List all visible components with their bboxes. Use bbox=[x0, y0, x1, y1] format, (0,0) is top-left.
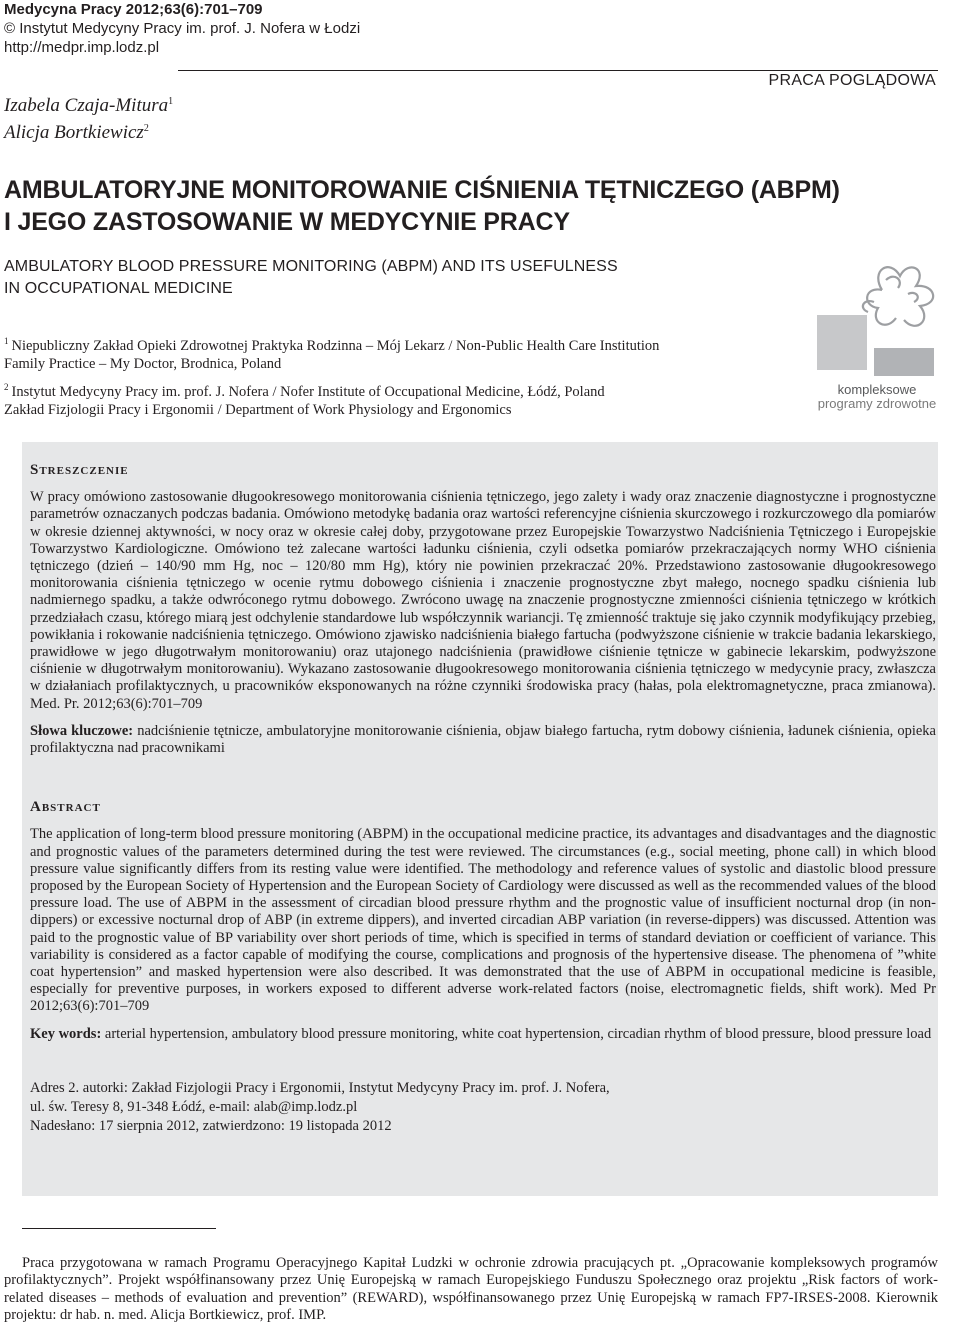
keywords-en: arterial hypertension, ambulatory blood pressure monitoring, white coat hypertension, circadian rhythm of blood pressure, blood pressure load bbox=[104, 1025, 932, 1042]
keywords-pl: nadciśnienie tętnicze, ambulatoryjne monitorowanie ciśnienia, objaw białego fartucha, rytm dobowy ciśnienia, ładunek ciśnienia, opieka profilaktyczna nad pracownikami bbox=[30, 722, 936, 757]
author-1 bbox=[4, 90, 173, 117]
keywords-label-pl: Słowa kluczowe: bbox=[30, 722, 134, 739]
masthead bbox=[4, 0, 360, 57]
abstract-heading: Abstract bbox=[30, 799, 101, 816]
submission-dates: Nadesłano: 17 sierpnia 2012, zatwierdzono: 19 listopada 2012 bbox=[30, 1117, 392, 1134]
author-name: Izabela Czaja-Mitura bbox=[4, 95, 169, 116]
keywords-label-en: Key words: bbox=[30, 1025, 102, 1042]
affiliation-1 bbox=[4, 333, 804, 373]
correspondence bbox=[30, 1079, 936, 1136]
journal-citation: Medycyna Pracy 2012;63(6):701–709 bbox=[4, 1, 263, 18]
header-rule bbox=[178, 70, 938, 71]
article-type-label: PRACA POGLĄDOWA bbox=[768, 72, 936, 89]
affiliation-2 bbox=[4, 379, 804, 419]
title-polish bbox=[4, 174, 840, 238]
author-list bbox=[4, 90, 173, 144]
footnote-rule bbox=[22, 1228, 216, 1229]
title-english bbox=[4, 256, 618, 300]
publisher-line: © Instytut Medycyny Pracy im. prof. J. Nofera w Łodzi bbox=[4, 20, 361, 37]
affiliation-line: Instytut Medycyny Pracy im. prof. J. Nofera / Nofer Institute of Occupational Medicine, Łódź, Poland bbox=[11, 384, 605, 400]
streszczenie-keywords bbox=[30, 723, 936, 757]
affiliation-line: Zakład Fizjologii Pracy i Ergonomii / Department of Work Physiology and Ergonomics bbox=[4, 401, 512, 418]
title-english-line-2: IN OCCUPATIONAL MEDICINE bbox=[4, 280, 233, 297]
author-2 bbox=[4, 117, 173, 144]
funding-footnote: Praca przygotowana w ramach Programu Operacyjnego Kapitał Ludzki w ochronie zdrowia pracujących pt. „Opracowanie kompleksowych programów profilaktycznych”. Projekt współfinansowany przez Unię Europejską w ramach Europejskiego Funduszu Społecznego oraz projektu „Risk factors of work-related diseases – methods of evaluation and prevention” (REWARD), współfinansowanego przez Unię Europejską w ramach FP7-IRSES-2008. Kierownik projektu: dr hab. n. med. Alicja Bortkiewicz, prof. IMP. bbox=[4, 1254, 938, 1323]
title-polish-line-1: AMBULATORYJNE MONITOROWANIE CIŚNIENIA TĘTNICZEGO (ABPM) bbox=[4, 176, 840, 204]
author-affil-mark: 1 bbox=[168, 96, 174, 107]
correspondence-line: ul. św. Teresy 8, 91-348 Łódź, e-mail: alab@imp.lodz.pl bbox=[30, 1098, 358, 1115]
logo-text-kompleksowe: kompleksowe bbox=[837, 382, 917, 397]
streszczenie-heading: Streszczenie bbox=[30, 462, 129, 478]
streszczenie-body: W pracy omówiono zastosowanie długookresowego monitorowania ciśnienia tętniczego, jego zalety i wady oraz znaczenie diagnostyczne i prognostyczne parametrów oznaczanych podczas badania. Omówiono metodykę badania oraz wartości referencyjne ciśnienia skurczowego i rozkurczowego dla pomiarów w okresie dziennej aktywności, w nocy oraz w okresie całej doby, przygotowane przez Europejskie Towarzystwo Nadciśnienia Tętniczego i Europejskie Towarzystwo Kardiologiczne. Omówiono też zalecane wartości ładunku ciśnienia, czyli odsetka pomiarów przekraczających normy WHO ciśnienia tętniczego (dzień – 140/90 mm Hg, noc – 120/80 mm Hg), który nie powinien przekraczać 20%. Przedstawiono zastosowanie długookresowego monitorowania ciśnienia tętniczego w ocenie rytmu dobowego ciśnienia i znaczenie prognostyczne zbyt małego, nocnego spadku ciśnienia lub nadmiernego spadku, a także odwróconego rytmu dobowego. Zwrócono uwagę na znaczenie prognostyczne zmienności ciśnienia tętniczego w krótkich przedziałach czasu, którego miarą jest odchylenie standardowe lub współczynnik wariancji. Tę zmienność traktuje się jako czynnik modyfikujący przebieg, powikłania i rokowanie nadciśnienia tętniczego. Omówiono zjawisko nadciśnienia białego fartucha (podwyższone ciśnienie w trakcie badania lekarskiego, prawidłowe w jego długotrwałym monitorowaniu) oraz utajonego nadciśnienia (prawidłowe ciśnienie tętnicze w gabinecie lekarskim, podwyższone ciśnienie w długotrwałym monitorowaniu). Wykazano zastosowanie długookresowego monitorowania ciśnienia tętniczego w medycynie pracy, zwłaszcza w działaniach profilaktycznych, u pracowników eksponowanych na różne czynniki środowiska pracy (hałas, pola elektromagnetyczne, praca zmianowa). Med. Pr. 2012;63(6):701–709 bbox=[30, 489, 936, 712]
abstract-box bbox=[22, 442, 938, 1196]
affiliations bbox=[4, 333, 804, 425]
title-polish-line-2: I JEGO ZASTOSOWANIE W MEDYCYNIE PRACY bbox=[4, 208, 570, 236]
title-english-line-1: AMBULATORY BLOOD PRESSURE MONITORING (ABPM) AND ITS USEFULNESS bbox=[4, 258, 618, 275]
affiliation-line: Niepubliczny Zakład Opieki Zdrowotnej Praktyka Rodzinna – Mój Lekarz / Non-Public Health Care Institution bbox=[11, 338, 660, 354]
affiliation-number: 1 bbox=[4, 336, 9, 346]
correspondence-line: Adres 2. autorki: Zakład Fizjologii Pracy i Ergonomii, Instytut Medycyny Pracy im. prof. J. Nofera, bbox=[30, 1079, 610, 1096]
logo-text-programy: programy zdrowotne bbox=[817, 396, 937, 411]
abstract-keywords bbox=[30, 1026, 936, 1043]
affiliation-number: 2 bbox=[4, 382, 9, 392]
author-affil-mark: 2 bbox=[143, 123, 149, 134]
abstract-box-content bbox=[30, 462, 936, 1136]
affiliation-line: Family Practice – My Doctor, Brodnica, Poland bbox=[4, 355, 282, 372]
author-name: Alicja Bortkiewicz bbox=[4, 122, 144, 143]
abstract-body: The application of long-term blood pressure monitoring (ABPM) in the occupational medicine practice, its advantages and disadvantages and the diagnostic and prognostic values of the parameters determined during the test were reviewed. The circumstances (e.g., social meeting, phone call) in which blood pressure value significantly differs from its resting value were identified. The methodology and reference values of systolic and diastolic blood pressure proposed by the European Society of Hypertension and the European Society of Cardiology were discussed as well as the recommended values of the blood pressure load. The use of ABPM in the assessment of circadian blood pressure rhythm and the prognostic value of insufficient nocturnal drop (in non-dippers) or excessive nocturnal drop of ABP (in extreme dippers), and inverted circadian ABP variation (in reverse-dippers) was discussed. Attention was paid to the prognostic value of BP variability over short periods of time, which is specified in terms of standard deviation or coefficient of variance. This variability is considered as a factor capable of modifying the course, complications and prognosis of the hypertensive disease. The phenomena of ”white coat hypertension” and masked hypertension were also described. It was demonstrated that the use of ABPM in occupational medicine is feasible, especially for preventive purposes, in workers exposed to different adverse work-related factors (noise, electromagnetic fields, shift work). Med Pr 2012;63(6):701–709 bbox=[30, 826, 936, 1015]
journal-url[interactable]: http://medpr.imp.lodz.pl bbox=[4, 39, 160, 56]
